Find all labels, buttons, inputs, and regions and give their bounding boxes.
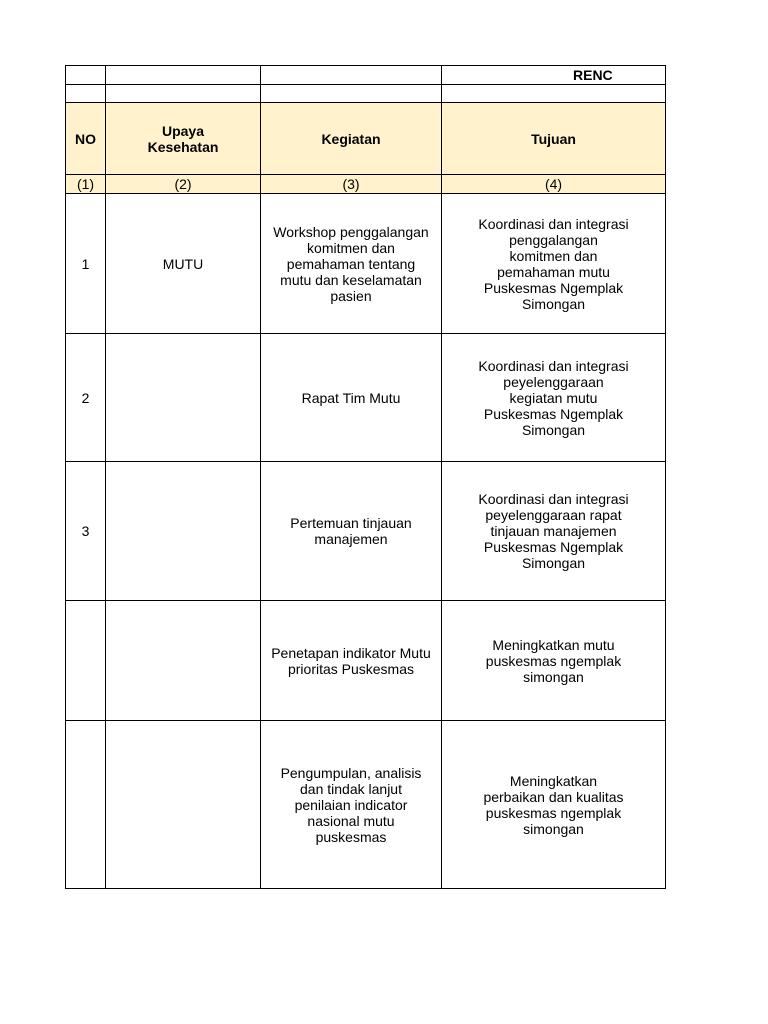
row-upaya[interactable]: MUTU — [106, 194, 261, 334]
row-kegiatan[interactable] — [261, 721, 442, 889]
cell-text-line: kegiatan mutu — [509, 389, 598, 406]
header-no[interactable]: NO — [66, 103, 106, 175]
row-upaya[interactable] — [106, 334, 261, 462]
row-kegiatan[interactable] — [261, 462, 442, 601]
cell-text-line: Penetapan indikator Mutu — [271, 644, 431, 661]
cell-text-line: penggalangan — [509, 231, 598, 248]
spreadsheet-area — [65, 65, 629, 889]
table-row — [66, 462, 666, 601]
table-row — [66, 721, 666, 889]
cell-text-line: penilaian indicator — [294, 796, 408, 813]
table-row — [66, 194, 666, 334]
header-row — [66, 103, 666, 175]
cell-text-line: pemahaman tentang — [286, 255, 416, 272]
cell-text-line: manajemen — [314, 531, 388, 547]
cell-text-line: Simongan — [521, 555, 586, 571]
cell-text-line: nasional mutu — [307, 812, 395, 829]
cell-text-line: Pertemuan tinjauan — [290, 515, 412, 531]
cell-text-line: prioritas Puskesmas — [287, 660, 415, 677]
row-kegiatan[interactable] — [261, 601, 442, 721]
cell-text-line: Meningkatkan — [509, 772, 598, 789]
cell-text-line: peyelenggaraan rapat — [485, 507, 622, 523]
empty-cell[interactable] — [261, 85, 442, 103]
empty-cell[interactable] — [66, 85, 106, 103]
row-tujuan[interactable] — [442, 462, 666, 601]
cell-text-line: Pengumpulan, analisis — [280, 764, 422, 781]
header-kegiatan[interactable]: Kegiatan — [261, 103, 442, 175]
header-upaya-line: Upaya — [161, 122, 205, 139]
row-kegiatan[interactable] — [261, 194, 442, 334]
row-no[interactable]: 3 — [66, 462, 106, 601]
cell-text-line: simongan — [523, 820, 584, 837]
cell-text-line: puskesmas ngemplak — [485, 804, 622, 821]
row-upaya[interactable] — [106, 601, 261, 721]
title-row — [66, 66, 666, 85]
cell-text-line: Simongan — [521, 295, 586, 312]
row-upaya[interactable] — [106, 721, 261, 889]
cell-text-line: komitmen dan — [307, 239, 395, 256]
row-no[interactable] — [66, 721, 106, 889]
empty-cell[interactable] — [66, 66, 106, 85]
header-tujuan[interactable]: Tujuan — [442, 103, 666, 175]
cell-text-line: pemahaman mutu — [497, 263, 610, 280]
row-no[interactable]: 1 — [66, 194, 106, 334]
table-row — [66, 601, 666, 721]
cell-text-line: mutu dan keselamatan — [280, 271, 422, 288]
spacer-row — [66, 85, 666, 103]
cell-text-line: Puskesmas Ngemplak — [483, 539, 624, 555]
column-number[interactable]: (3) — [261, 175, 442, 194]
row-kegiatan[interactable] — [261, 334, 442, 462]
cell-text-line: puskesmas — [315, 828, 387, 845]
row-no[interactable]: 2 — [66, 334, 106, 462]
column-number[interactable]: (1) — [66, 175, 106, 194]
cell-text-line: Simongan — [521, 421, 586, 438]
empty-cell[interactable] — [442, 85, 666, 103]
empty-cell[interactable] — [106, 66, 261, 85]
table-row — [66, 334, 666, 462]
cell-text-line: Workshop penggalangan — [273, 223, 429, 240]
header-upaya-line: Kesehatan — [147, 138, 219, 155]
empty-cell[interactable] — [106, 85, 261, 103]
cell-text-line: Meningkatkan mutu — [492, 636, 615, 653]
cell-text-line: pasien — [330, 287, 372, 304]
document-title[interactable]: RENC — [442, 66, 666, 85]
row-tujuan[interactable] — [442, 194, 666, 334]
plan-table — [65, 65, 666, 889]
cell-text-line: tinjauan manajemen — [490, 523, 617, 539]
empty-cell[interactable] — [261, 66, 442, 85]
cell-text-line: Koordinasi dan integrasi — [478, 215, 629, 232]
cell-text-line: Koordinasi dan integrasi — [478, 491, 629, 507]
column-number-row — [66, 175, 666, 194]
cell-text-line: Puskesmas Ngemplak — [483, 405, 624, 422]
cell-text-line: puskesmas ngemplak — [485, 652, 622, 669]
cell-text-line: simongan — [523, 668, 584, 685]
header-upaya-kesehatan[interactable] — [106, 103, 261, 175]
row-no[interactable] — [66, 601, 106, 721]
cell-text-line: Koordinasi dan integrasi — [478, 357, 629, 374]
row-tujuan[interactable] — [442, 601, 666, 721]
column-number[interactable]: (4) — [442, 175, 666, 194]
row-tujuan[interactable] — [442, 334, 666, 462]
cell-text-line: dan tindak lanjut — [300, 780, 402, 797]
cell-text-line: peyelenggaraan — [503, 373, 604, 390]
row-upaya[interactable] — [106, 462, 261, 601]
row-tujuan[interactable] — [442, 721, 666, 889]
column-number[interactable]: (2) — [106, 175, 261, 194]
cell-text-line: perbaikan dan kualitas — [483, 788, 624, 805]
cell-text-line: komitmen dan — [509, 247, 598, 264]
cell-text-line: Rapat Tim Mutu — [301, 389, 401, 406]
cell-text-line: Puskesmas Ngemplak — [483, 279, 624, 296]
